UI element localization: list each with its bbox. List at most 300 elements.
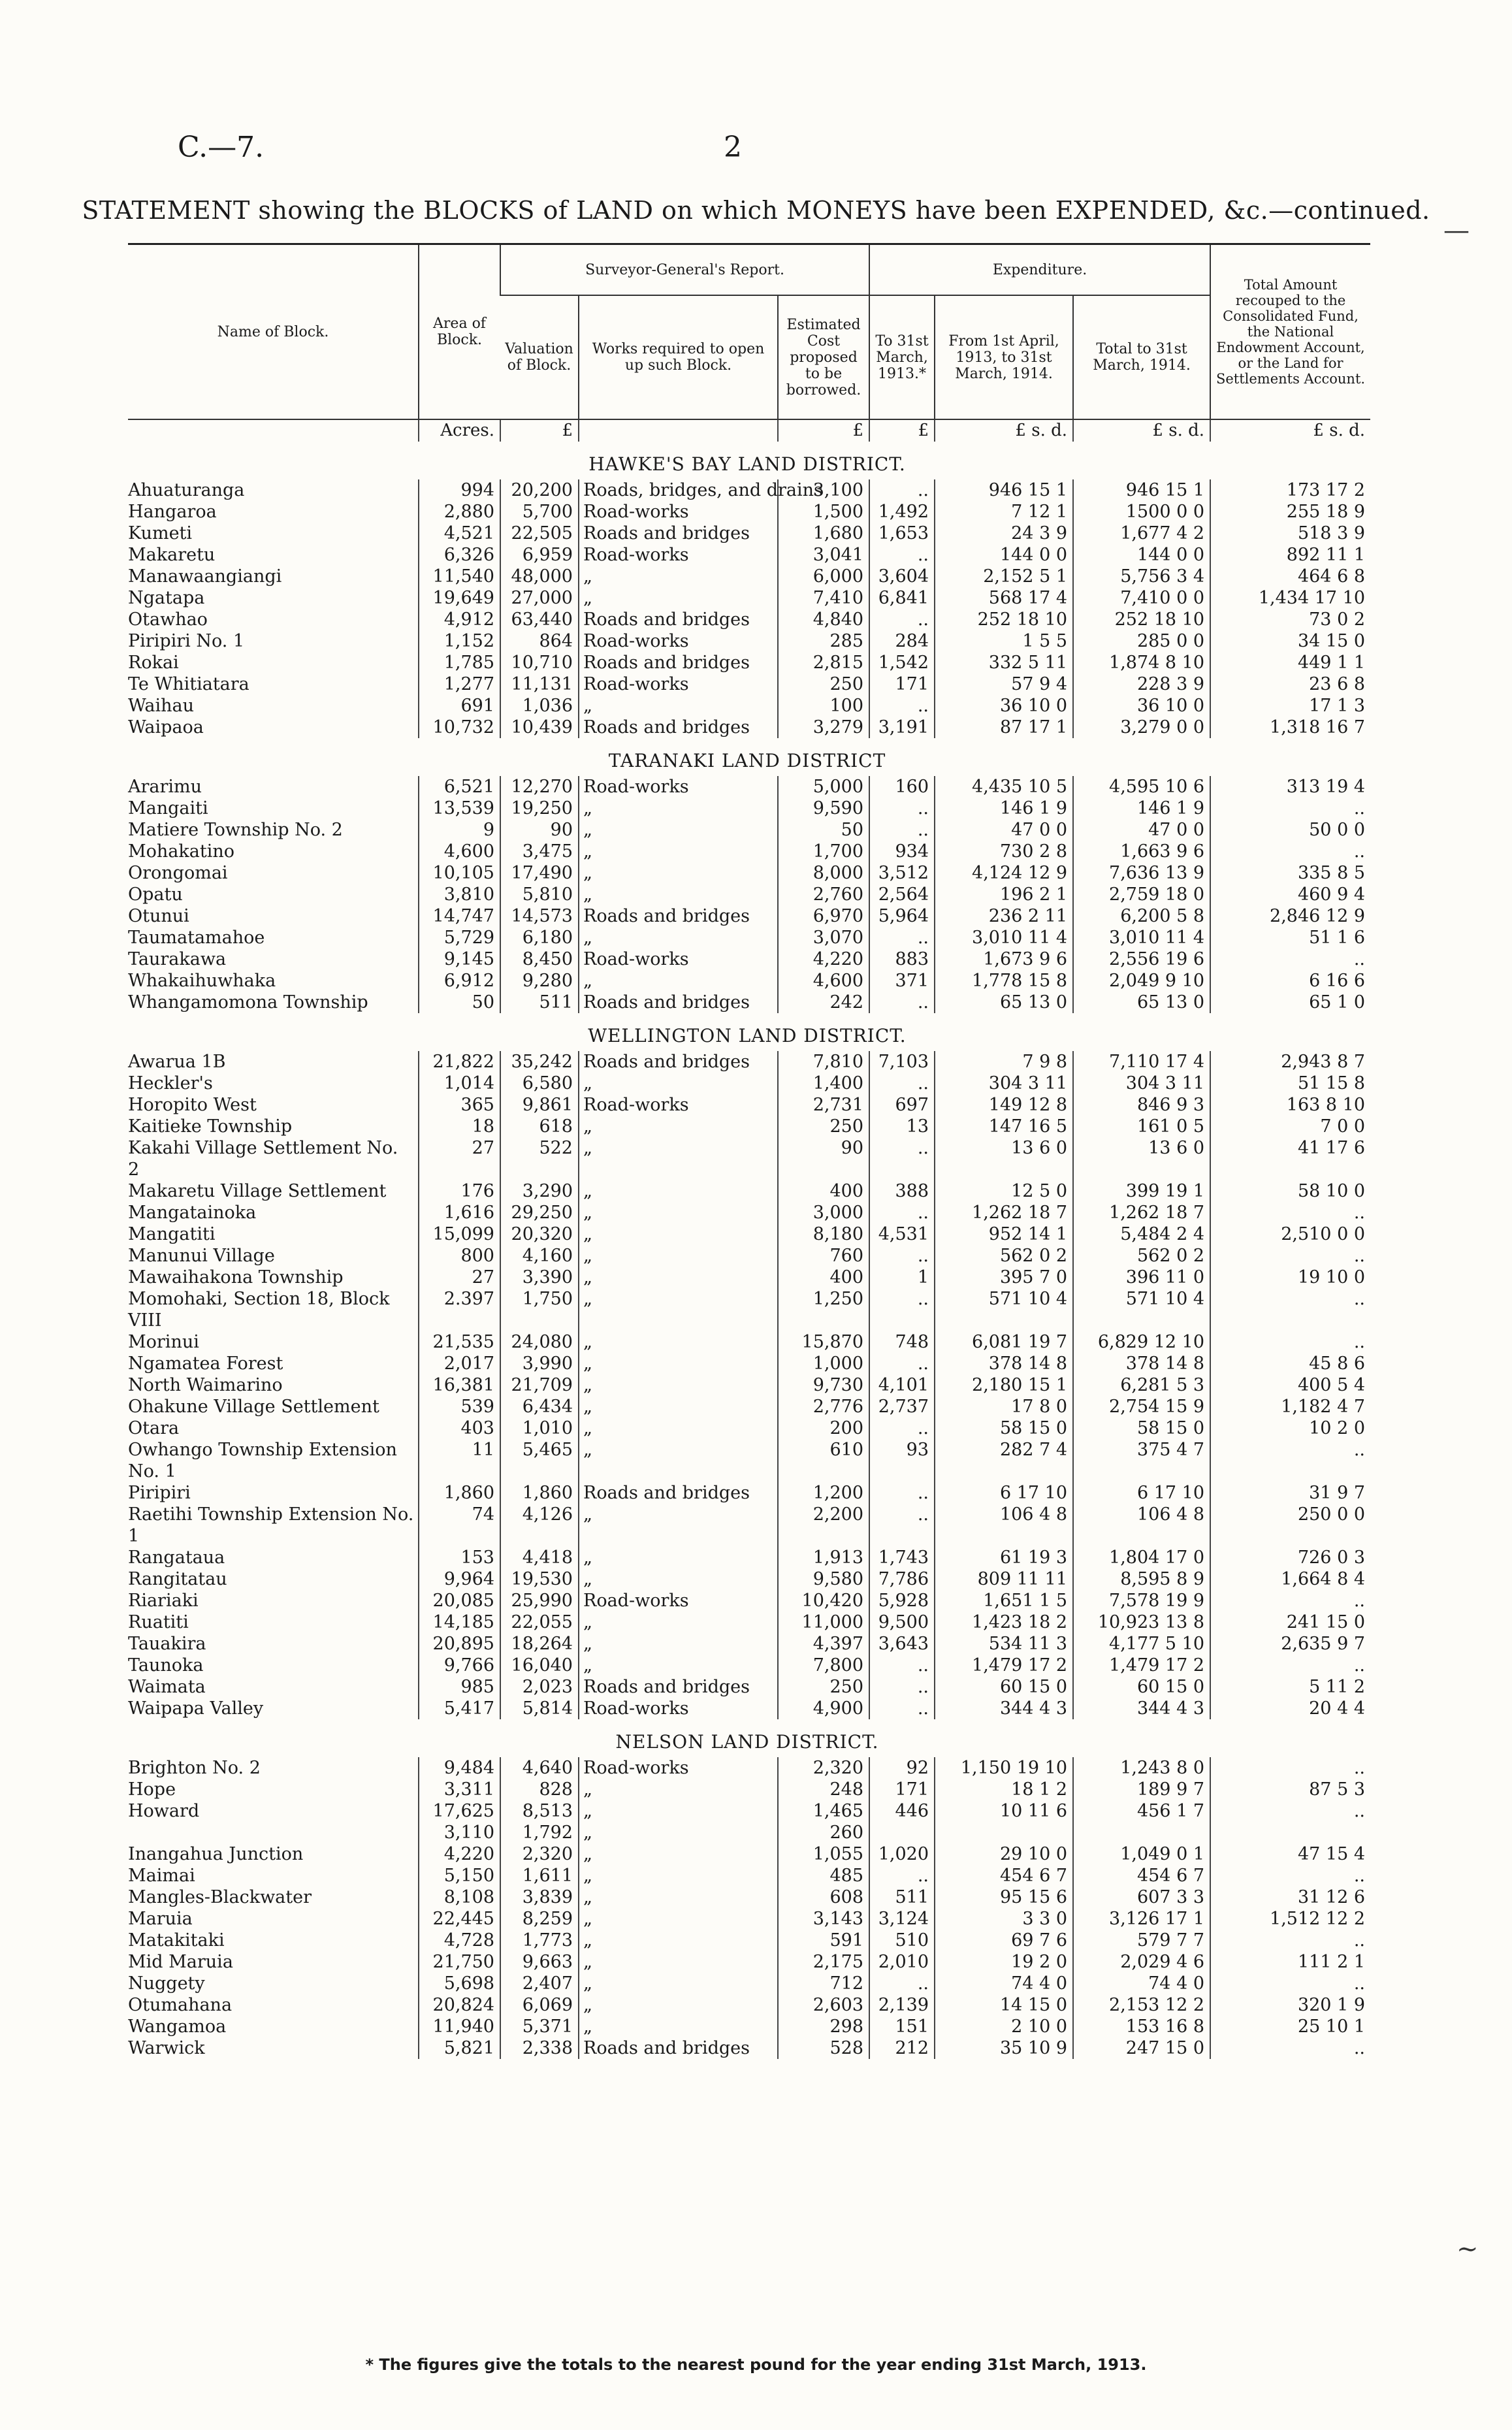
table-row: [128, 1951, 1370, 1973]
table-row: [128, 1822, 1370, 1843]
cell-valuation: 20,200: [500, 479, 579, 501]
cell-recouped: 58 10 0: [1210, 1180, 1370, 1202]
cell-to_1913: ..: [869, 1202, 935, 1223]
cell-estimated: 242: [778, 992, 869, 1013]
cell-total_1914: 571 10 4: [1073, 1288, 1210, 1331]
cell-estimated: 400: [778, 1267, 869, 1288]
cell-estimated: 7,800: [778, 1655, 869, 1676]
cell-from_1913: 2 10 0: [935, 2016, 1073, 2037]
table-row: [128, 948, 1370, 970]
cell-to_1913: ..: [869, 1073, 935, 1094]
table-row: [128, 1994, 1370, 2016]
cell-to_1913: 2,564: [869, 884, 935, 905]
cell-area: 21,822: [419, 1051, 500, 1073]
cell-area: 1,860: [419, 1482, 500, 1504]
cell-recouped: 173 17 2: [1210, 479, 1370, 501]
cell-recouped: ..: [1210, 1973, 1370, 1994]
cell-from_1913: 952 14 1: [935, 1223, 1073, 1245]
cell-estimated: 9,730: [778, 1374, 869, 1396]
header-area: Area of Block.: [419, 244, 500, 420]
cell-name: Wangamoa: [128, 2017, 227, 2037]
cell-to_1913: 4,531: [869, 1223, 935, 1245]
cell-valuation: 1,010: [500, 1418, 579, 1439]
cell-area: 3,110: [419, 1822, 500, 1843]
cell-area: 11: [419, 1439, 500, 1482]
cell-to_1913: ..: [869, 1655, 935, 1676]
cell-name: Piripiri: [128, 1483, 191, 1503]
cell-works: „: [579, 1994, 778, 2016]
cell-name: Whangamomona Township: [128, 992, 368, 1012]
cell-area: 5,729: [419, 927, 500, 948]
table-row: [128, 1223, 1370, 1245]
cell-valuation: 18,264: [500, 1633, 579, 1655]
cell-recouped: 2,846 12 9: [1210, 905, 1370, 927]
cell-valuation: 4,640: [500, 1757, 579, 1779]
cell-name: Heckler's: [128, 1073, 213, 1094]
cell-valuation: 4,126: [500, 1504, 579, 1547]
cell-from_1913: 60 15 0: [935, 1676, 1073, 1698]
cell-works: „: [579, 1822, 778, 1843]
table-row: [128, 1267, 1370, 1288]
cell-from_1913: 3,010 11 4: [935, 927, 1073, 948]
cell-estimated: 608: [778, 1887, 869, 1908]
cell-total_1914: 247 15 0: [1073, 2037, 1210, 2059]
cell-valuation: 1,860: [500, 1482, 579, 1504]
cell-from_1913: 1,479 17 2: [935, 1655, 1073, 1676]
cell-works: „: [579, 1843, 778, 1865]
cell-estimated: 2,320: [778, 1757, 869, 1779]
cell-estimated: 9,590: [778, 798, 869, 819]
cell-estimated: 250: [778, 673, 869, 695]
cell-name: Warwick: [128, 2038, 205, 2058]
cell-to_1913: 1,542: [869, 652, 935, 673]
cell-total_1914: 304 3 11: [1073, 1073, 1210, 1094]
cell-works: „: [579, 1353, 778, 1374]
cell-from_1913: [935, 1822, 1073, 1843]
cell-estimated: 4,840: [778, 609, 869, 630]
cell-area: 994: [419, 479, 500, 501]
cell-valuation: 63,440: [500, 609, 579, 630]
cell-name: Te Whitiatara: [128, 674, 249, 694]
district-heading-row: [128, 1719, 1370, 1757]
cell-works: Road-works: [579, 630, 778, 652]
cell-estimated: 100: [778, 695, 869, 717]
cell-from_1913: 17 8 0: [935, 1396, 1073, 1418]
cell-to_1913: 1,020: [869, 1843, 935, 1865]
cell-to_1913: ..: [869, 609, 935, 630]
header-surveyor-general-report: Surveyor-General's Report.: [500, 244, 869, 296]
cell-recouped: [1210, 1822, 1370, 1843]
cell-from_1913: 147 16 5: [935, 1116, 1073, 1137]
cell-to_1913: ..: [869, 927, 935, 948]
cell-recouped: 65 1 0: [1210, 992, 1370, 1013]
cell-area: 1,152: [419, 630, 500, 652]
cell-valuation: 6,434: [500, 1396, 579, 1418]
cell-to_1913: ..: [869, 695, 935, 717]
cell-valuation: 35,242: [500, 1051, 579, 1073]
cell-to_1913: 4,101: [869, 1374, 935, 1396]
cell-from_1913: 47 0 0: [935, 819, 1073, 841]
cell-total_1914: 2,754 15 9: [1073, 1396, 1210, 1418]
cell-recouped: 335 8 5: [1210, 862, 1370, 884]
cell-estimated: 3,041: [778, 544, 869, 566]
cell-recouped: 10 2 0: [1210, 1418, 1370, 1439]
cell-total_1914: 579 7 7: [1073, 1930, 1210, 1951]
table-row: [128, 1418, 1370, 1439]
cell-total_1914: 1500 0 0: [1073, 501, 1210, 523]
cell-from_1913: 65 13 0: [935, 992, 1073, 1013]
cell-to_1913: 388: [869, 1180, 935, 1202]
cell-estimated: 485: [778, 1865, 869, 1887]
cell-estimated: 6,970: [778, 905, 869, 927]
cell-to_1913: 5,928: [869, 1590, 935, 1612]
cell-to_1913: 212: [869, 2037, 935, 2059]
cell-estimated: 1,200: [778, 1482, 869, 1504]
cell-name: Hope: [128, 1779, 176, 1800]
cell-works: „: [579, 798, 778, 819]
cell-name: Kakahi Village Settlement No. 2: [128, 1138, 398, 1180]
cell-estimated: 8,000: [778, 862, 869, 884]
cell-works: „: [579, 587, 778, 609]
cell-recouped: 2,943 8 7: [1210, 1051, 1370, 1073]
cell-works: „: [579, 1568, 778, 1590]
cell-from_1913: 809 11 11: [935, 1568, 1073, 1590]
cell-from_1913: 29 10 0: [935, 1843, 1073, 1865]
cell-works: „: [579, 1116, 778, 1137]
cell-valuation: 1,773: [500, 1930, 579, 1951]
cell-works: Roads and bridges: [579, 992, 778, 1013]
cell-estimated: 1,400: [778, 1073, 869, 1094]
cell-to_1913: 7,103: [869, 1051, 935, 1073]
cell-area: 2,017: [419, 1353, 500, 1374]
cell-total_1914: 2,556 19 6: [1073, 948, 1210, 970]
cell-estimated: 1,500: [778, 501, 869, 523]
cell-name: Ngatapa: [128, 588, 205, 608]
cell-works: „: [579, 927, 778, 948]
table-row: [128, 1908, 1370, 1930]
cell-to_1913: 934: [869, 841, 935, 862]
cell-estimated: 3,000: [778, 1202, 869, 1223]
table-row: [128, 1396, 1370, 1418]
cell-works: „: [579, 819, 778, 841]
cell-name: Mid Maruia: [128, 1952, 233, 1972]
cell-recouped: ..: [1210, 1245, 1370, 1267]
cell-from_1913: 149 12 8: [935, 1094, 1073, 1116]
cell-from_1913: 2,152 5 1: [935, 566, 1073, 587]
cell-total_1914: 7,410 0 0: [1073, 587, 1210, 609]
cell-to_1913: ..: [869, 1245, 935, 1267]
cell-area: 9,145: [419, 948, 500, 970]
cell-works: „: [579, 1633, 778, 1655]
cell-estimated: 2,603: [778, 1994, 869, 2016]
cell-to_1913: ..: [869, 992, 935, 1013]
cell-name: Mohakatino: [128, 841, 234, 862]
cell-name: Inangahua Junction: [128, 1844, 304, 1864]
cell-estimated: 250: [778, 1116, 869, 1137]
cell-area: 6,912: [419, 970, 500, 992]
cell-name: Brighton No. 2: [128, 1758, 261, 1778]
cell-works: Road-works: [579, 501, 778, 523]
table-row: [128, 1887, 1370, 1908]
cell-from_1913: 1,262 18 7: [935, 1202, 1073, 1223]
cell-valuation: 8,259: [500, 1908, 579, 1930]
cell-from_1913: 19 2 0: [935, 1951, 1073, 1973]
cell-valuation: 828: [500, 1779, 579, 1800]
cell-area: 16,381: [419, 1374, 500, 1396]
unit-cell: £ s. d.: [935, 419, 1073, 442]
cell-name: Otara: [128, 1418, 180, 1438]
cell-from_1913: 4,435 10 5: [935, 776, 1073, 798]
cell-from_1913: 571 10 4: [935, 1288, 1073, 1331]
district-heading: TARANAKI LAND DISTRICT: [608, 750, 886, 771]
cell-estimated: 248: [778, 1779, 869, 1800]
table-row: [128, 992, 1370, 1013]
cell-from_1913: 730 2 8: [935, 841, 1073, 862]
cell-name: Waihau: [128, 696, 195, 716]
cell-area: 4,600: [419, 841, 500, 862]
cell-total_1914: 144 0 0: [1073, 544, 1210, 566]
cell-name: Maimai: [128, 1866, 195, 1886]
cell-valuation: 16,040: [500, 1655, 579, 1676]
cell-valuation: 9,280: [500, 970, 579, 992]
cell-valuation: 19,250: [500, 798, 579, 819]
page-number: 2: [724, 131, 742, 164]
cell-valuation: 5,371: [500, 2016, 579, 2037]
cell-estimated: 610: [778, 1439, 869, 1482]
header-total-to-1914: Total to 31st March, 1914.: [1073, 295, 1210, 419]
cell-valuation: 22,055: [500, 1612, 579, 1633]
cell-from_1913: 282 7 4: [935, 1439, 1073, 1482]
cell-total_1914: 2,153 12 2: [1073, 1994, 1210, 2016]
cell-recouped: 726 0 3: [1210, 1547, 1370, 1568]
table-row: [128, 1930, 1370, 1951]
cell-valuation: 2,023: [500, 1676, 579, 1698]
cell-from_1913: 6 17 10: [935, 1482, 1073, 1504]
cell-estimated: 4,900: [778, 1698, 869, 1719]
table-row: [128, 652, 1370, 673]
cell-recouped: 20 4 4: [1210, 1698, 1370, 1719]
table-row: [128, 587, 1370, 609]
cell-to_1913: 13: [869, 1116, 935, 1137]
cell-to_1913: 92: [869, 1757, 935, 1779]
cell-valuation: 22,505: [500, 523, 579, 544]
cell-recouped: ..: [1210, 1331, 1370, 1353]
cell-valuation: 11,131: [500, 673, 579, 695]
cell-recouped: ..: [1210, 1202, 1370, 1223]
cell-from_1913: 332 5 11: [935, 652, 1073, 673]
cell-works: „: [579, 695, 778, 717]
cell-name: Matiere Township No. 2: [128, 820, 343, 840]
cell-area: 4,521: [419, 523, 500, 544]
cell-area: 14,747: [419, 905, 500, 927]
cell-from_1913: 454 6 7: [935, 1865, 1073, 1887]
cell-area: 4,220: [419, 1843, 500, 1865]
table-row: [128, 1655, 1370, 1676]
cell-from_1913: 7 12 1: [935, 501, 1073, 523]
cell-estimated: 200: [778, 1418, 869, 1439]
cell-recouped: 111 2 1: [1210, 1951, 1370, 1973]
cell-to_1913: 697: [869, 1094, 935, 1116]
cell-works: „: [579, 1930, 778, 1951]
cell-valuation: 1,792: [500, 1822, 579, 1843]
table-row: [128, 673, 1370, 695]
cell-to_1913: ..: [869, 1865, 935, 1887]
cell-recouped: 464 6 8: [1210, 566, 1370, 587]
table-row: [128, 566, 1370, 587]
cell-from_1913: 146 1 9: [935, 798, 1073, 819]
cell-total_1914: 285 0 0: [1073, 630, 1210, 652]
cell-to_1913: [869, 1822, 935, 1843]
cell-works: „: [579, 1073, 778, 1094]
cell-recouped: 51 15 8: [1210, 1073, 1370, 1094]
cell-estimated: 4,600: [778, 970, 869, 992]
cell-recouped: 34 15 0: [1210, 630, 1370, 652]
cell-to_1913: ..: [869, 1482, 935, 1504]
cell-total_1914: 13 6 0: [1073, 1137, 1210, 1180]
cell-works: „: [579, 1245, 778, 1267]
cell-name: Makaretu: [128, 545, 216, 565]
cell-area: 4,728: [419, 1930, 500, 1951]
cell-works: „: [579, 1202, 778, 1223]
cell-recouped: ..: [1210, 1757, 1370, 1779]
cell-area: 18: [419, 1116, 500, 1137]
cell-from_1913: 14 15 0: [935, 1994, 1073, 2016]
cell-total_1914: 6,281 5 3: [1073, 1374, 1210, 1396]
cell-name: Taumatamahoe: [128, 928, 265, 948]
cell-area: 50: [419, 992, 500, 1013]
table-row: [128, 798, 1370, 819]
cell-total_1914: 7,110 17 4: [1073, 1051, 1210, 1073]
cell-estimated: 1,700: [778, 841, 869, 862]
district-heading-row: [128, 1013, 1370, 1051]
cell-works: „: [579, 1396, 778, 1418]
cell-total_1914: 1,262 18 7: [1073, 1202, 1210, 1223]
cell-total_1914: 6,200 5 8: [1073, 905, 1210, 927]
cell-estimated: 2,731: [778, 1094, 869, 1116]
cell-name: Otunui: [128, 906, 189, 926]
page-title: STATEMENT showing the BLOCKS of LAND on which MONEYS have been EXPENDED, &c.—continued.: [82, 196, 1430, 225]
cell-estimated: 250: [778, 1676, 869, 1698]
cell-name: Ohakune Village Settlement: [128, 1397, 379, 1417]
cell-from_1913: 304 3 11: [935, 1073, 1073, 1094]
cell-total_1914: 344 4 3: [1073, 1698, 1210, 1719]
unit-cell: [128, 419, 419, 442]
cell-recouped: ..: [1210, 948, 1370, 970]
cell-works: „: [579, 1908, 778, 1930]
cell-total_1914: 4,177 5 10: [1073, 1633, 1210, 1655]
cell-recouped: ..: [1210, 1288, 1370, 1331]
cell-recouped: 400 5 4: [1210, 1374, 1370, 1396]
cell-name: Kaitieke Township: [128, 1116, 293, 1137]
cell-works: Road-works: [579, 776, 778, 798]
cell-valuation: 14,573: [500, 905, 579, 927]
cell-name: Mangatiti: [128, 1224, 216, 1244]
cell-name: Rangataua: [128, 1547, 225, 1568]
cell-estimated: 298: [778, 2016, 869, 2037]
header-works-required: Works required to open up such Block.: [579, 295, 778, 419]
cell-name: Orongomai: [128, 863, 228, 883]
cell-valuation: 9,861: [500, 1094, 579, 1116]
cell-valuation: 20,320: [500, 1223, 579, 1245]
cell-to_1913: 1,653: [869, 523, 935, 544]
cell-recouped: 6 16 6: [1210, 970, 1370, 992]
cell-recouped: 5 11 2: [1210, 1676, 1370, 1698]
cell-area: 985: [419, 1676, 500, 1698]
cell-works: „: [579, 1547, 778, 1568]
cell-recouped: ..: [1210, 2037, 1370, 2059]
cell-total_1914: 58 15 0: [1073, 1418, 1210, 1439]
cell-total_1914: 65 13 0: [1073, 992, 1210, 1013]
cell-recouped: 320 1 9: [1210, 1994, 1370, 2016]
cell-area: 20,824: [419, 1994, 500, 2016]
cell-total_1914: 4,595 10 6: [1073, 776, 1210, 798]
cell-area: 9,766: [419, 1655, 500, 1676]
cell-valuation: 3,390: [500, 1267, 579, 1288]
cell-area: 10,732: [419, 717, 500, 738]
blocks-statement-table: [128, 243, 1370, 2059]
cell-to_1913: 9,500: [869, 1612, 935, 1633]
cell-from_1913: 1,423 18 2: [935, 1612, 1073, 1633]
cell-total_1914: 153 16 8: [1073, 2016, 1210, 2037]
cell-estimated: 3,100: [778, 479, 869, 501]
cell-estimated: 7,410: [778, 587, 869, 609]
cell-to_1913: ..: [869, 1418, 935, 1439]
cell-estimated: 9,580: [778, 1568, 869, 1590]
table-row: [128, 1568, 1370, 1590]
table-row: [128, 1757, 1370, 1779]
cell-name: Ararimu: [128, 777, 202, 797]
cell-area: 17,625: [419, 1800, 500, 1822]
cell-works: „: [579, 884, 778, 905]
cell-from_1913: 1,150 19 10: [935, 1757, 1073, 1779]
cell-total_1914: 1,804 17 0: [1073, 1547, 1210, 1568]
cell-recouped: ..: [1210, 1800, 1370, 1822]
cell-area: 1,616: [419, 1202, 500, 1223]
cell-total_1914: 454 6 7: [1073, 1865, 1210, 1887]
cell-recouped: 518 3 9: [1210, 523, 1370, 544]
cell-estimated: 10,420: [778, 1590, 869, 1612]
cell-name: Mangatainoka: [128, 1203, 257, 1223]
cell-estimated: 6,000: [778, 566, 869, 587]
cell-recouped: 19 10 0: [1210, 1267, 1370, 1288]
cell-valuation: 4,160: [500, 1245, 579, 1267]
cell-name: Awarua 1B: [128, 1052, 226, 1072]
cell-name: Otumahana: [128, 1995, 233, 2015]
cell-valuation: 19,530: [500, 1568, 579, 1590]
cell-works: Road-works: [579, 1590, 778, 1612]
cell-total_1914: 6 17 10: [1073, 1482, 1210, 1504]
cell-estimated: 15,870: [778, 1331, 869, 1353]
cell-from_1913: 4,124 12 9: [935, 862, 1073, 884]
cell-works: „: [579, 1418, 778, 1439]
margin-mark: ~: [1456, 2234, 1479, 2264]
cell-area: 21,750: [419, 1951, 500, 1973]
cell-to_1913: 1,743: [869, 1547, 935, 1568]
cell-total_1914: 5,756 3 4: [1073, 566, 1210, 587]
cell-estimated: 1,055: [778, 1843, 869, 1865]
cell-area: 3,810: [419, 884, 500, 905]
cell-name: Hangaroa: [128, 502, 217, 522]
cell-to_1913: ..: [869, 1137, 935, 1180]
cell-works: „: [579, 1973, 778, 1994]
cell-to_1913: 7,786: [869, 1568, 935, 1590]
cell-area: 9,484: [419, 1757, 500, 1779]
cell-valuation: 10,439: [500, 717, 579, 738]
cell-recouped: 460 9 4: [1210, 884, 1370, 905]
cell-name: [128, 1822, 419, 1843]
cell-valuation: 5,700: [500, 501, 579, 523]
cell-valuation: 6,580: [500, 1073, 579, 1094]
